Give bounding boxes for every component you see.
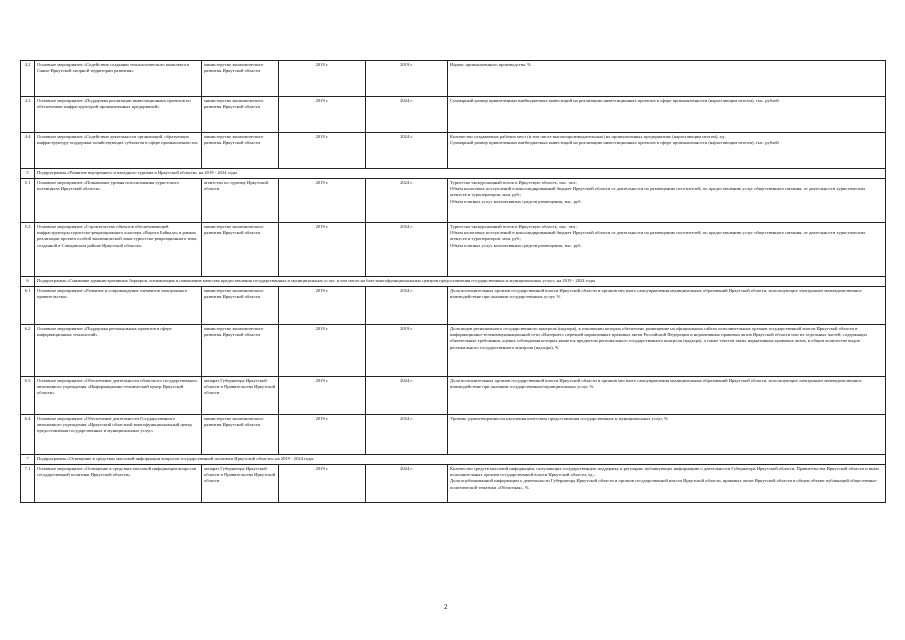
end-year: 2019 г.: [366, 61, 448, 97]
page-number: 2: [444, 603, 448, 611]
indicators: Туристско-экскурсионный поток в Иркутскую область, тыс. чел.; Объем налоговых поступлений в консолидированный бюджет Иркутской области от деятельности по размещению посетителей, по предоставлению услуг общественного питания, от деятельности туристических агентств и туроператоров, млн. руб.; Объем платных услуг коллективных средств размещения, тыс. руб.: [448, 179, 886, 223]
table-row: [21, 223, 886, 277]
indicators: Количество средств массовой информации, получающих государственную поддержку и регулярно публикующих информацию о деятельности Губернатора Иркутской области, Правительства Иркутской области и иных исполнительных органов государственной власти Иркутской области, ед.; Доля опубликованной информации о деятельности Губернатора Иркутской области и органов государственной власти Иркутской области, правовых актов Иркутской области в общем объеме публикаций общественно-политической тематики «Областная», %: [448, 465, 886, 503]
start-year: 2019 г.: [279, 287, 366, 325]
end-year: 2024 г.: [366, 223, 448, 277]
table-row: [21, 377, 886, 415]
activity-name: Основное мероприятие «Поддержка региональных проектов в сфере информационных технологий»: [35, 325, 202, 377]
executor: министерство экономического развития Иркутской области: [202, 133, 279, 169]
table-row: [21, 133, 886, 169]
activity-name: Основное мероприятие «Обеспечение деятельности Государственного автономного учреждения «Иркутский областной многофункциональный центр предоставления государственных и муниципальных услуг»: [35, 415, 202, 455]
executor: министерство экономического развития Иркутской области: [202, 97, 279, 133]
subprogram-title: Подпрограмма «Снижение административных барьеров, оптимизация и повышение качества предоставления государственных и муниципальных услуг, в том числе на базе многофункциональных центров предоставления государственных и муниципальных услуг» на 2019 - 2024 годы: [35, 277, 886, 287]
end-year: 2024 г.: [366, 415, 448, 455]
executor: министерство экономического развития Иркутской области: [202, 287, 279, 325]
activity-name: Основное мероприятие «Строительство объектов обеспечивающей инфраструктуры туристско-рекреационного кластера «Ворота Байкала» в рамках реализации проекта особой экономической зоны туристско-рекреационного типа, созданной в Слюдянском районе Иркутской области»: [35, 223, 202, 277]
row-number: 7: [21, 455, 35, 465]
end-year: 2024 г.: [366, 465, 448, 503]
indicators: Туристско-экскурсионный поток в Иркутскую область, тыс. чел.; Объем налоговых поступлений в консолидированный бюджет Иркутской области от деятельности по размещению посетителей, по предоставлению услуг общественного питания, от деятельности туристических агентств и туроператоров, млн. руб.; Объем платных услуг коллективных средств размещения, тыс. руб.: [448, 223, 886, 277]
subprogram-row: [21, 277, 886, 287]
row-number: 6: [21, 277, 35, 287]
executor: министерство экономического развития Иркутской области: [202, 61, 279, 97]
start-year: 2019 г.: [279, 97, 366, 133]
indicators: Уровень удовлетворенности населения качеством предоставления государственных и муниципальных услуг, %: [448, 415, 886, 455]
end-year: 2024 г.: [366, 97, 448, 133]
table-row: [21, 97, 886, 133]
indicators: Доля видов регионального государственного контроля (надзора), в отношении которых обеспечено размещение на официальных сайтах исполнительных органов государственной власти Иркутской области в информационно-телекоммуникационной сети «Интернет» перечней нормативных правовых актов Российской Федерации и нормативных правовых актов Иркутской области или их отдельных частей, содержащих обязательные требования, оценка соблюдения которых является предметом регионального государственного контроля (надзора), а также текстов таких нормативных правовых актов, в общем количестве видов регионального государственного контроля (надзора), %: [448, 325, 886, 377]
activity-name: Основное мероприятие «Развитие и сопровождение элементов электронного правительства»: [35, 287, 202, 325]
table-row: [21, 179, 886, 223]
program-table: [20, 60, 886, 503]
row-number: 4.4: [21, 133, 35, 169]
executor: министерство экономического развития Иркутской области: [202, 415, 279, 455]
row-number: 6.3: [21, 377, 35, 415]
subprogram-row: [21, 455, 886, 465]
start-year: 2019 г.: [279, 133, 366, 169]
row-number: 4.2: [21, 61, 35, 97]
row-number: 4.3: [21, 97, 35, 133]
activity-name: Основное мероприятие «Содействие деятельности организаций, образующих инфраструктуру поддержки хозяйствующих субъектов в сфере промышленности»: [35, 133, 202, 169]
end-year: 2024 г.: [366, 133, 448, 169]
row-number: 5.1: [21, 179, 35, 223]
subprogram-title: Подпрограмма «Развитие внутреннего и въездного туризма в Иркутской области» на 2019 - 2024 годы: [35, 169, 886, 179]
start-year: 2019 г.: [279, 325, 366, 377]
table-row: [21, 287, 886, 325]
row-number: 6.1: [21, 287, 35, 325]
row-number: 5: [21, 169, 35, 179]
indicators: Доля исполнительных органов государственной власти Иркутской области и органов местного самоуправления муниципальных образований Иркутской области, использующих электронное межведомственное взаимодействие при оказании государственных/муниципальных услуг, %: [448, 377, 886, 415]
start-year: 2019 г.: [279, 223, 366, 277]
end-year: 2019 г.: [366, 325, 448, 377]
indicators: Суммарный размер привлеченных внебюджетных инвестиций на реализацию инвестиционных проектов в сфере промышленности (нарастающим итогом), тыс. рублей: [448, 97, 886, 133]
subprogram-title: Подпрограмма «Освещение в средствах массовой информации вопросов государственной политики Иркутской области» на 2019 - 2024 годы: [35, 455, 886, 465]
end-year: 2024 г.: [366, 179, 448, 223]
row-number: 6.2: [21, 325, 35, 377]
program-table-body: [21, 61, 886, 503]
subprogram-row: [21, 169, 886, 179]
row-number: 5.2: [21, 223, 35, 277]
activity-name: Основное мероприятие «Повышение уровня использования туристского потенциала Иркутской области»: [35, 179, 202, 223]
table-row: [21, 415, 886, 455]
executor: министерство экономического развития Иркутской области: [202, 325, 279, 377]
executor: аппарат Губернатора Иркутской области и Правительства Иркутской области: [202, 465, 279, 503]
table-row: [21, 465, 886, 503]
start-year: 2019 г.: [279, 61, 366, 97]
start-year: 2019 г.: [279, 179, 366, 223]
indicators: Доля исполнительных органов государственной власти Иркутской области и органов местного самоуправления муниципальных образований Иркутской области, использующих электронное межведомственное взаимодействие при оказании государственных услуг, %: [448, 287, 886, 325]
indicators: Количество создаваемых рабочих мест (в том числе высокопроизводительных) на промышленных предприятиях (нарастающим итогом), ед., Суммарный размер привлеченных внебюджетных инвестиций на реализацию инвестиционных проектов в сфере промышленности (нарастающим итогом), тыс. рублей: [448, 133, 886, 169]
start-year: 2019 г.: [279, 465, 366, 503]
executor: министерство экономического развития Иркутской области: [202, 223, 279, 277]
activity-name: Основное мероприятие «Поддержка реализации инвестиционных проектов по обеспечению инфраструктурой промышленных предприятий»: [35, 97, 202, 133]
row-number: 6.4: [21, 415, 35, 455]
indicators: Индекс промышленного производства, %: [448, 61, 886, 97]
executor: агентство по туризму Иркутской области: [202, 179, 279, 223]
activity-name: Основное мероприятие «Освещение в средствах массовой информации вопросов государственной политики Иркутской области»: [35, 465, 202, 503]
table-row: [21, 325, 886, 377]
row-number: 7.1: [21, 465, 35, 503]
start-year: 2019 г.: [279, 415, 366, 455]
start-year: 2019 г.: [279, 377, 366, 415]
end-year: 2024 г.: [366, 377, 448, 415]
executor: аппарат Губернатора Иркутской области и Правительства Иркутской области: [202, 377, 279, 415]
table-row: [21, 61, 886, 97]
activity-name: Основное мероприятие «Обеспечение деятельности областного государственного автономного учреждения «Информационно-технический центр Иркутской области»: [35, 377, 202, 415]
end-year: 2024 г.: [366, 287, 448, 325]
activity-name: Основное мероприятие «Содействие созданию технологического комплекса в Саяно-Иркутской опорной территории развития»: [35, 61, 202, 97]
